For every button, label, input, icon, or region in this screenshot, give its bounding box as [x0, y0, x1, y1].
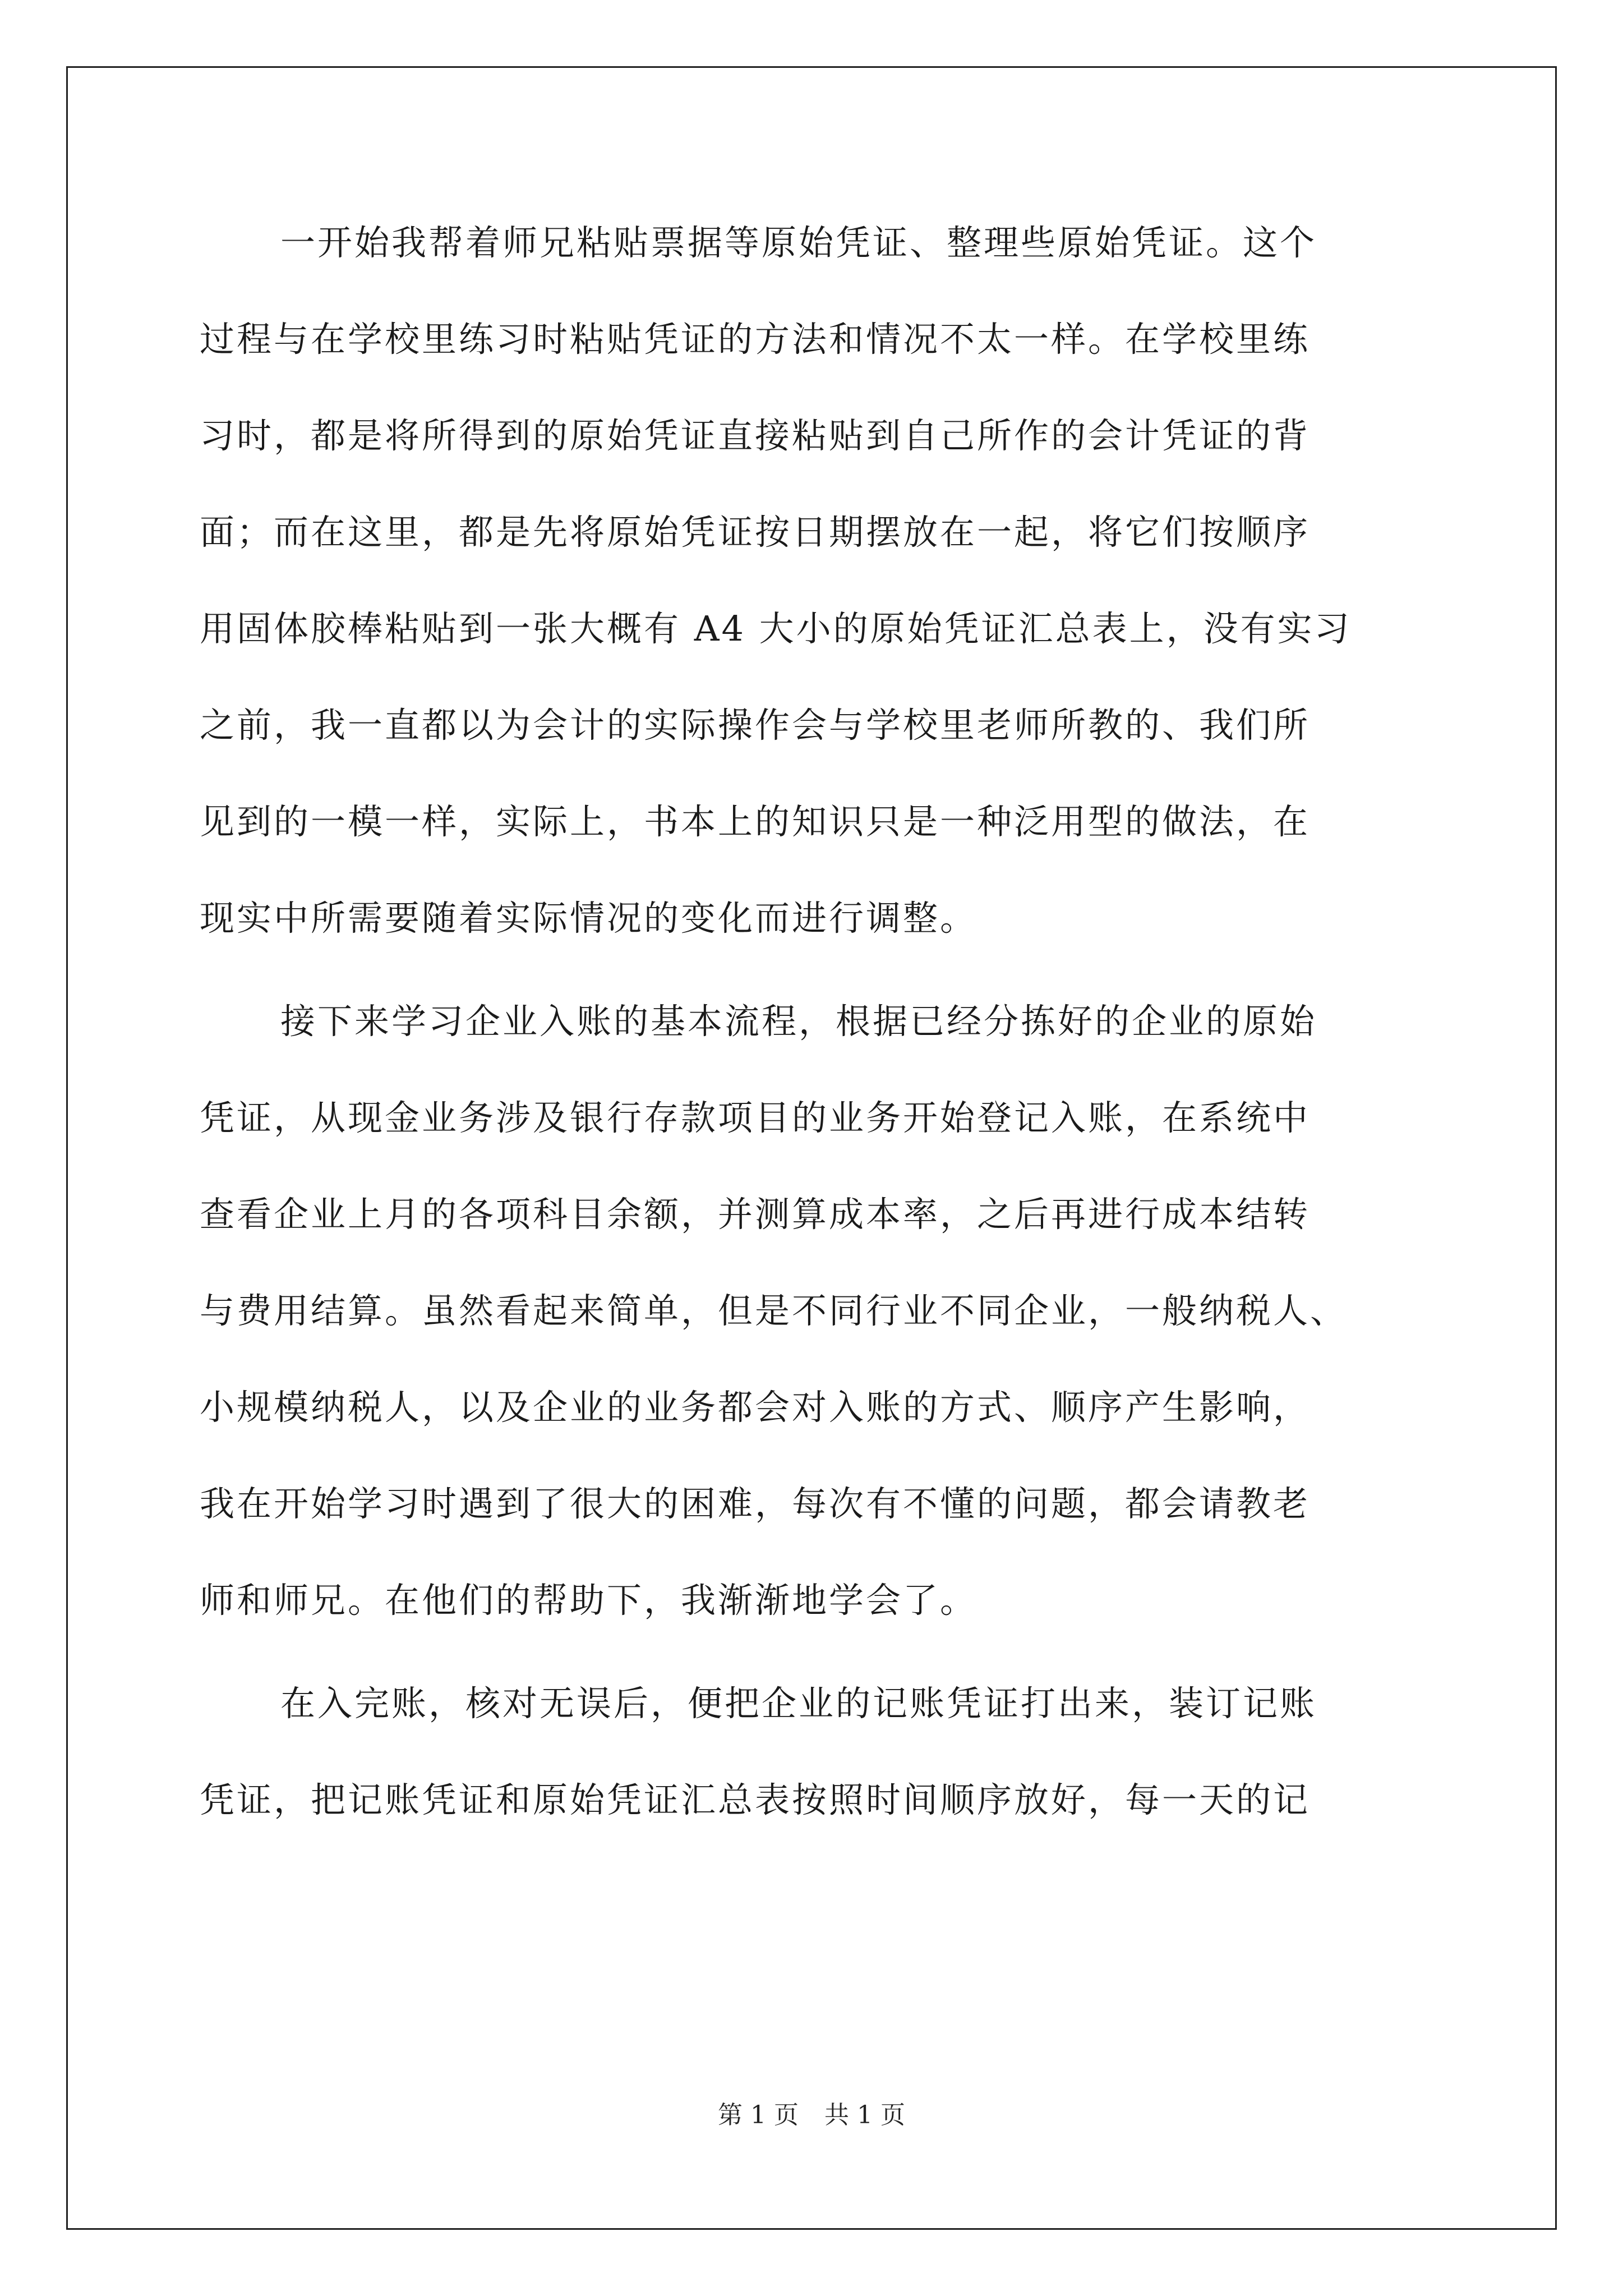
paragraph-2-line-6: 我在开始学习时遇到了很大的困难，每次有不懂的问题，都会请教老	[200, 1483, 1311, 1524]
page-number-current: 第 1 页	[718, 2101, 799, 2129]
paragraph-3-line-2: 凭证，把记账凭证和原始凭证汇总表按照时间顺序放好，每一天的记	[200, 1779, 1311, 1820]
page-number-total: 共 1 页	[824, 2101, 905, 2129]
paragraph-2-line-7: 师和师兄。在他们的帮助下，我渐渐地学会了。	[200, 1580, 978, 1621]
paragraph-2-line-3: 查看企业上月的各项科目余额，并测算成本率，之后再进行成本结转	[200, 1194, 1311, 1235]
paragraph-1-line-8: 现实中所需要随着实际情况的变化而进行调整。	[200, 898, 978, 938]
paragraph-2-line-5: 小规模纳税人，以及企业的业务都会对入账的方式、顺序产生影响，	[200, 1387, 1311, 1428]
paragraph-1-line-5: 用固体胶棒粘贴到一张大概有 A4 大小的原始凭证汇总表上，没有实习	[200, 608, 1352, 649]
page-footer	[0, 2095, 1623, 2131]
paragraph-1-line-4: 面；而在这里，都是先将原始凭证按日期摆放在一起，将它们按顺序	[200, 512, 1311, 553]
paragraph-2-line-4: 与费用结算。虽然看起来简单，但是不同行业不同企业，一般纳税人、	[200, 1290, 1348, 1331]
page-border	[66, 66, 1557, 2230]
paragraph-1-line-2: 过程与在学校里练习时粘贴凭证的方法和情况不太一样。在学校里练	[200, 319, 1311, 360]
paragraph-1-line-6: 之前，我一直都以为会计的实际操作会与学校里老师所教的、我们所	[200, 705, 1311, 746]
paragraph-1-line-1: 一开始我帮着师兄粘贴票据等原始凭证、整理些原始凭证。这个	[280, 222, 1317, 263]
paragraph-2-line-2: 凭证，从现金业务涉及银行存款项目的业务开始登记入账，在系统中	[200, 1097, 1311, 1138]
paragraph-3-line-1: 在入完账，核对无误后，便把企业的记账凭证打出来，装订记账	[280, 1683, 1317, 1724]
paragraph-1-line-7: 见到的一模一样，实际上，书本上的知识只是一种泛用型的做法，在	[200, 801, 1311, 842]
paragraph-2-line-1: 接下来学习企业入账的基本流程，根据已经分拣好的企业的原始	[280, 1001, 1317, 1042]
paragraph-1-line-3: 习时，都是将所得到的原始凭证直接粘贴到自己所作的会计凭证的背	[200, 415, 1311, 456]
